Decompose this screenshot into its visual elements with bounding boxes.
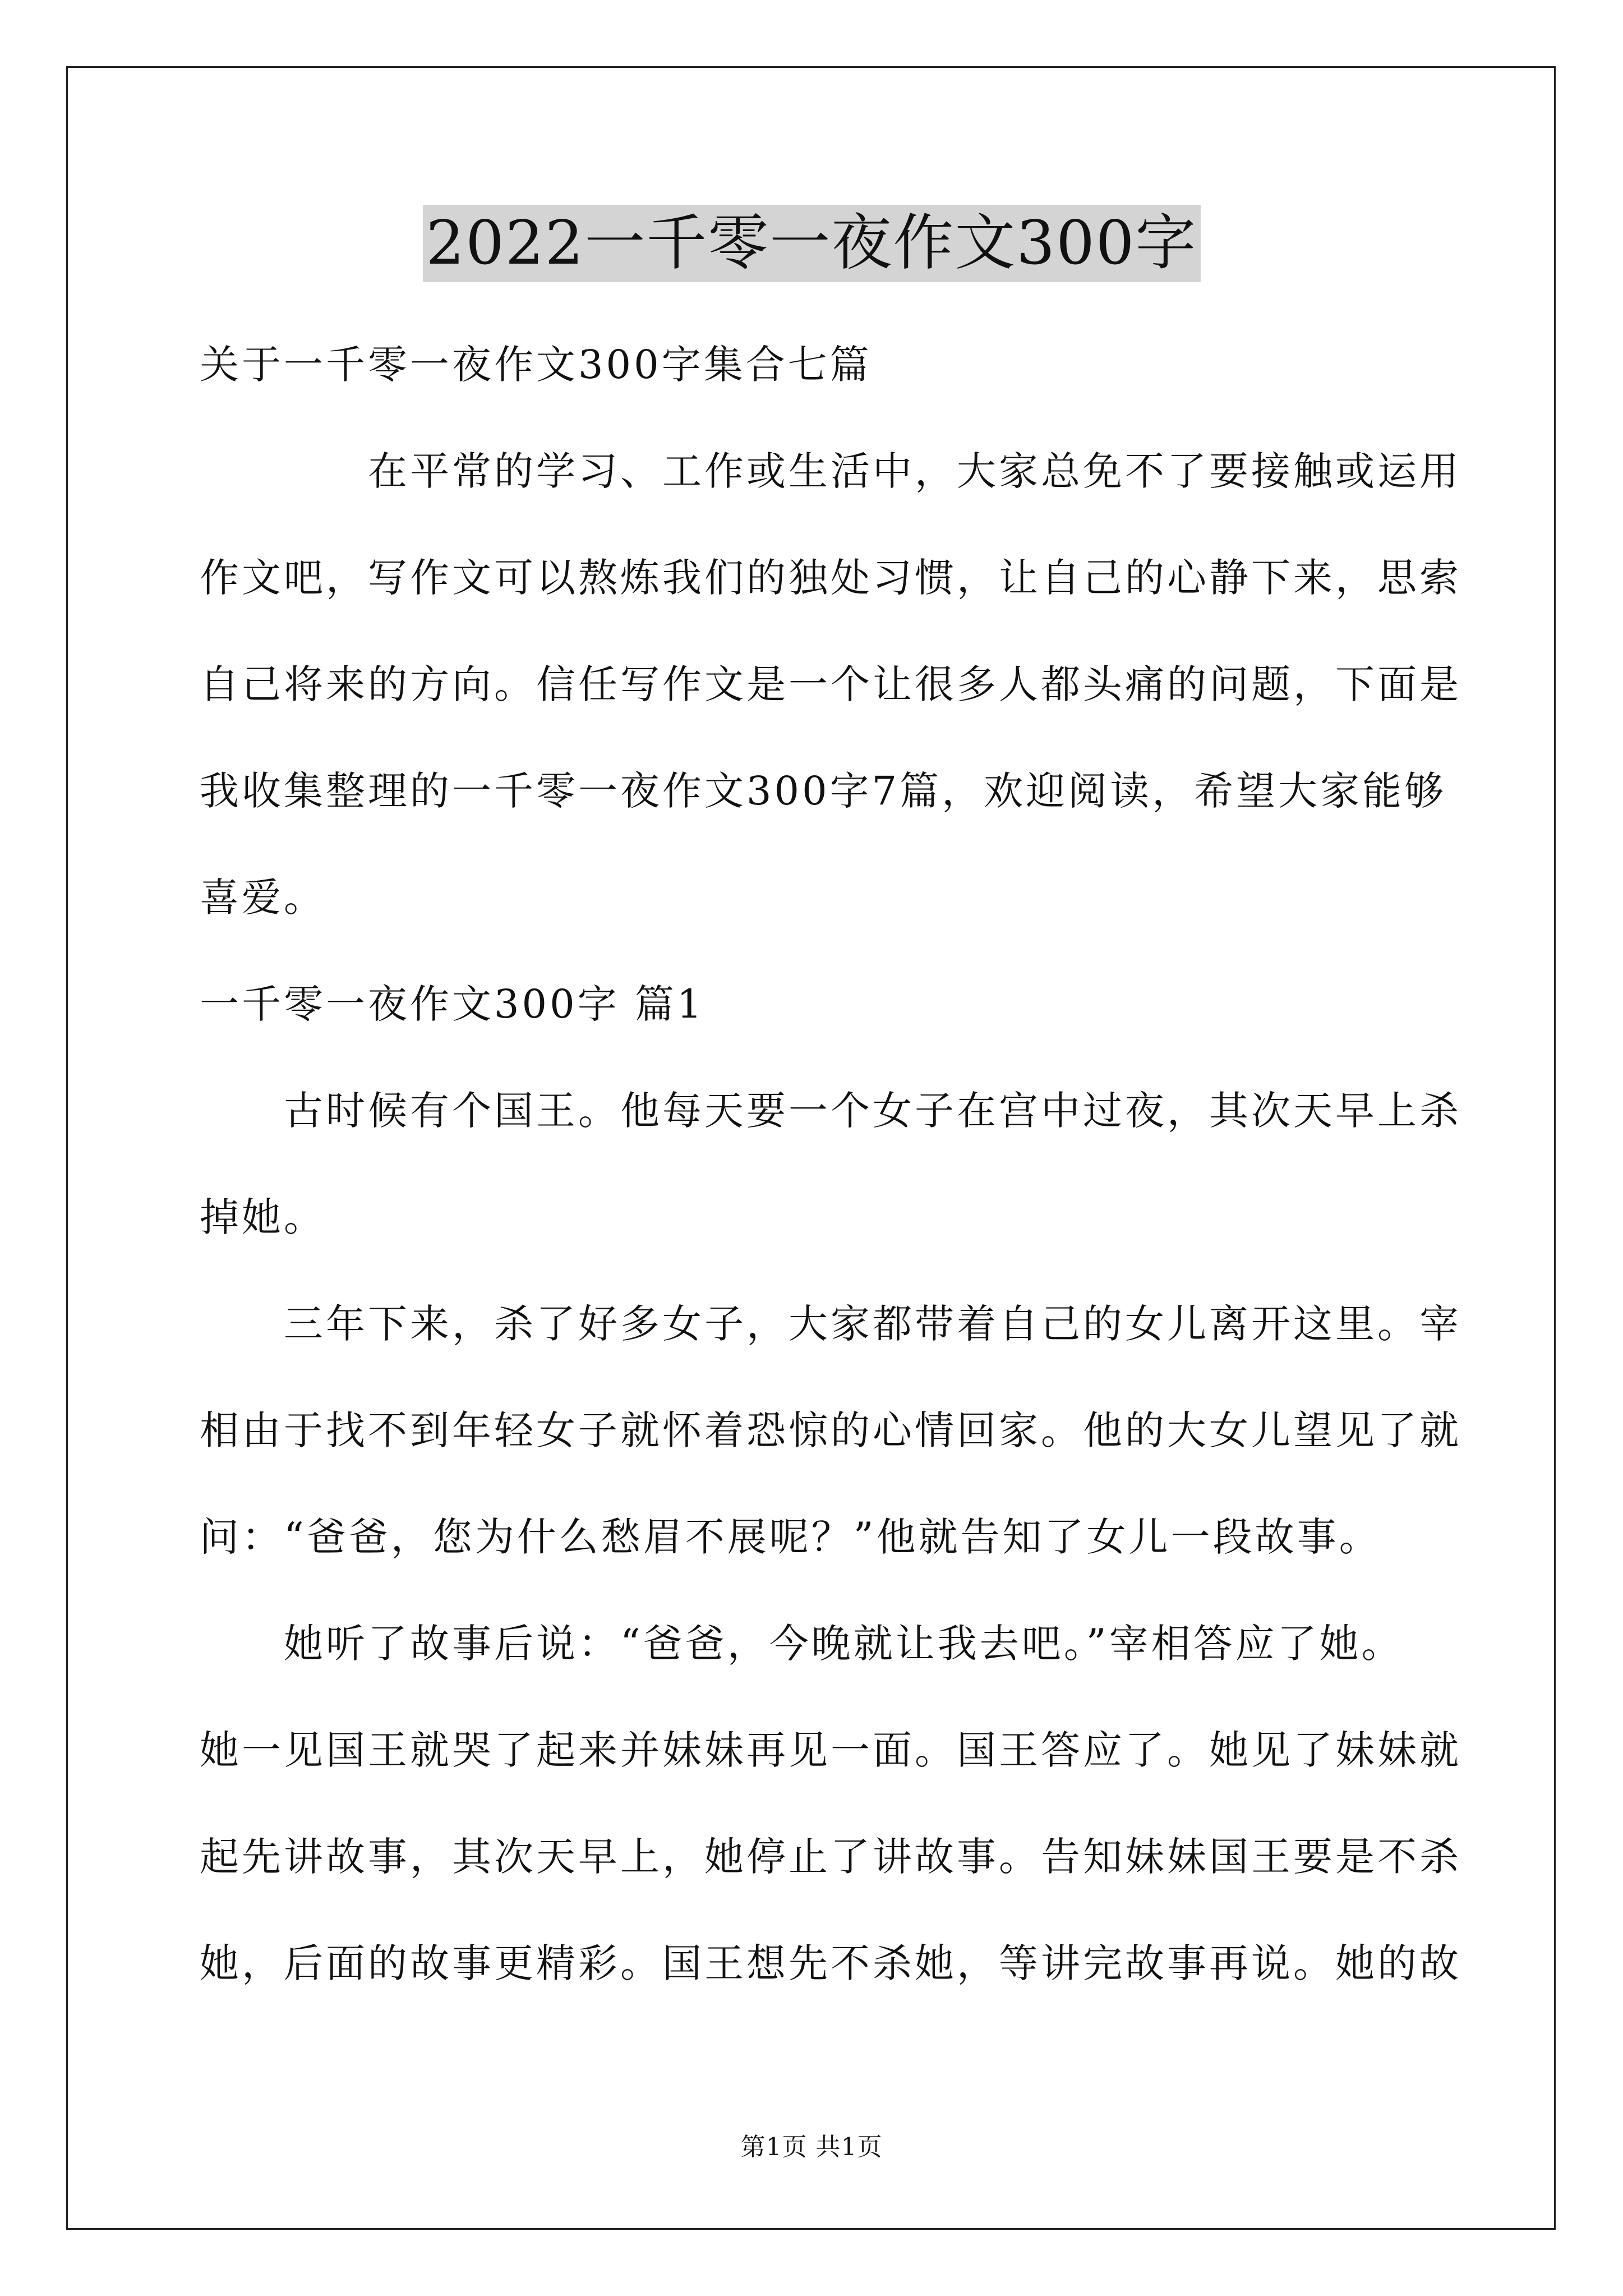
body-line: 掉她。 <box>200 1194 326 1240</box>
page-border <box>66 66 1556 2230</box>
body-line: 她听了故事后说：“爸爸，今晚就让我去吧。”宰相答应了她。 <box>200 1621 1404 1667</box>
body-line: 相由于找不到年轻女子就怀着恐惊的心情回家。他的大女儿望见了就 <box>200 1407 1461 1453</box>
body-line: 自己将来的方向。信任写作文是一个让很多人都头痛的问题，下面是 <box>200 661 1461 707</box>
body-line: 作文吧，写作文可以熬炼我们的独处习惯，让自己的心静下来，思索 <box>200 555 1461 601</box>
body-line: 她一见国王就哭了起来并妹妹再见一面。国王答应了。她见了妹妹就 <box>200 1727 1461 1773</box>
body-line: 古时候有个国王。他每天要一个女子在宫中过夜，其次天早上杀 <box>200 1088 1461 1134</box>
section-heading: 一千零一夜作文300字 篇1 <box>200 981 705 1027</box>
body-line: 在平常的学习、工作或生活中，大家总免不了要接触或运用 <box>200 448 1461 494</box>
body-line: 起先讲故事，其次天早上，她停止了讲故事。告知妹妹国王要是不杀 <box>200 1834 1461 1880</box>
body-line: 三年下来，杀了好多女子，大家都带着自己的女儿离开这里。宰 <box>200 1301 1461 1347</box>
body-line: 问：“爸爸，您为什么愁眉不展呢？”他就告知了女儿一段故事。 <box>200 1514 1381 1560</box>
body-line: 我收集整理的一千零一夜作文300字7篇，欢迎阅读，希望大家能够 <box>200 768 1447 814</box>
document-title: 2022一千零一夜作文300字 <box>423 205 1201 282</box>
body-line: 她，后面的故事更精彩。国王想先不杀她，等讲完故事再说。她的故 <box>200 1940 1461 1986</box>
body-line: 喜爱。 <box>200 875 326 921</box>
page-footer: 第1页 共1页 <box>740 2133 883 2161</box>
title-container <box>0 205 1623 282</box>
subtitle-line: 关于一千零一夜作文300字集合七篇 <box>200 342 872 388</box>
